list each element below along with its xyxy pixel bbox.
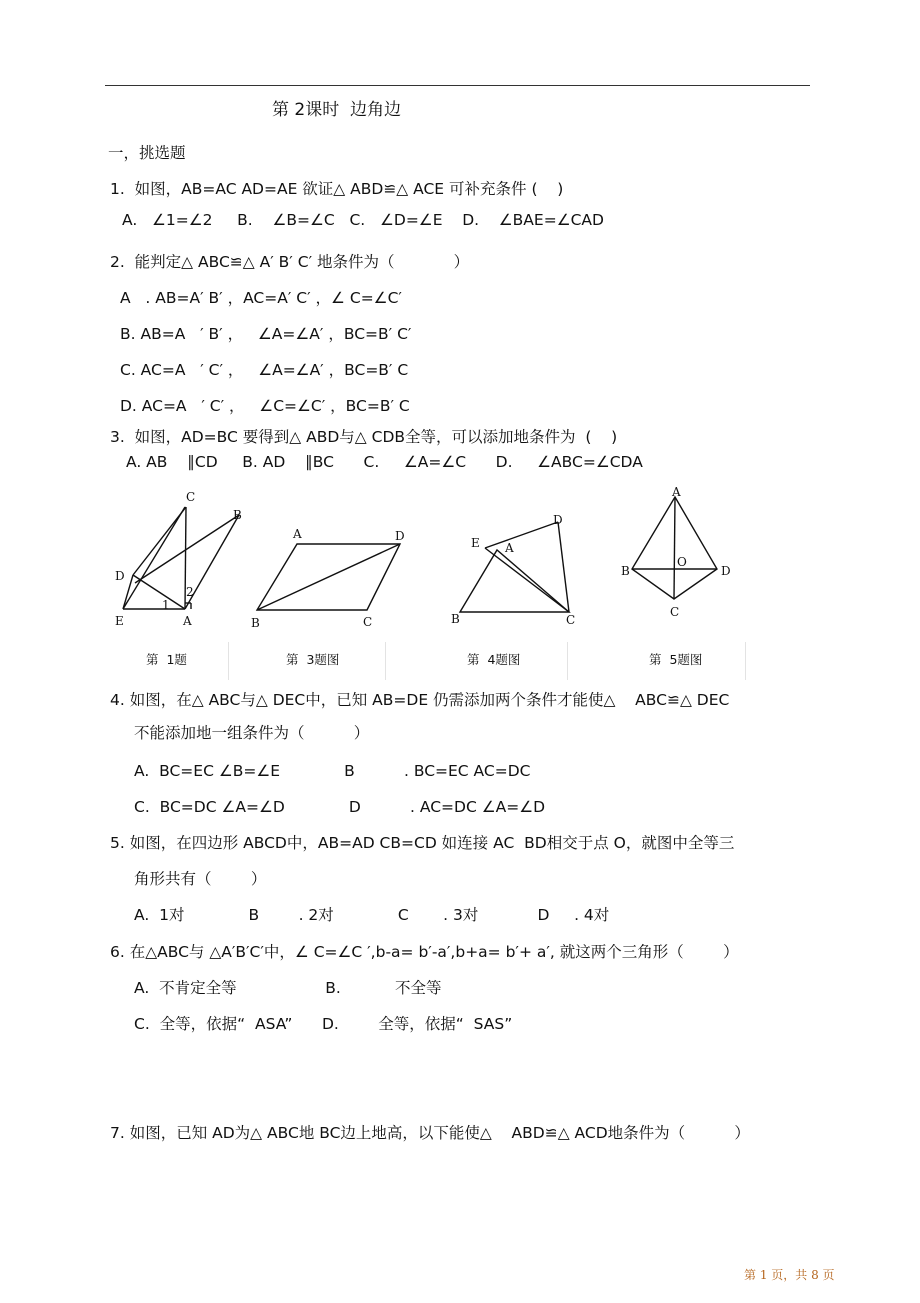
- fig5-caption: 第 5题图: [649, 652, 703, 667]
- fig5-label-b: B: [621, 564, 630, 578]
- fig3-label-a: A: [293, 527, 302, 541]
- page-title: 第 2课时 边角边: [272, 100, 402, 120]
- q6-options-cd: C. 全等，依据“ ASA” D. 全等，依据“ SAS”: [134, 1015, 513, 1033]
- figure-3: [245, 520, 415, 640]
- fig5-label-d: D: [721, 564, 731, 578]
- q4-options-cd: C. BC=DC ∠A=∠D D . AC=DC ∠A=∠D: [134, 798, 546, 816]
- fig3-label-d: D: [395, 529, 405, 543]
- q5-stem: 5. 如图，在四边形 ABCD中，AB=AD CB=CD 如连接 AC BD相交于点 O，就图中全等三: [110, 834, 735, 852]
- figure-4: [445, 510, 590, 635]
- header-rule: [105, 85, 810, 86]
- fig1-label-1: 1: [162, 598, 170, 612]
- fig5-label-c: C: [670, 605, 680, 619]
- figure-5: [615, 485, 745, 625]
- fig1-label-c: C: [186, 490, 196, 504]
- fig1-label-d: D: [115, 569, 125, 583]
- figure-1: [105, 485, 265, 645]
- caption-divider: [228, 642, 229, 680]
- q4-options-ab: A. BC=EC ∠B=∠E B . BC=EC AC=DC: [134, 762, 531, 780]
- caption-divider: [385, 642, 386, 680]
- fig4-label-b: B: [451, 612, 460, 626]
- fig1-label-b: B: [233, 508, 242, 522]
- q7-stem: 7. 如图，已知 AD为△ ABC地 BC边上地高，以下能使△ ABD≌△ ACD地条件为（ ）: [110, 1124, 750, 1142]
- q5-stem-continued: 角形共有（ ）: [134, 870, 267, 888]
- q3-stem: 3. 如图，AD=BC 要得到△ ABD与△ CDB全等，可以添加地条件为 ( ): [110, 428, 618, 446]
- q2-option-a: A . AB=A′ B′ ，AC=A′ C′ ，∠ C=∠C′: [120, 289, 402, 307]
- fig1-label-a: A: [183, 614, 192, 628]
- q2-option-c: C. AC=A ′ C′ ， ∠A=∠A′ ，BC=B′ C: [120, 361, 409, 379]
- page-footer: 第 1 页，共 8 页: [744, 1268, 835, 1282]
- caption-divider: [567, 642, 568, 680]
- fig5-label-a: A: [672, 485, 681, 499]
- q6-stem: 6. 在△ABC与 △A′B′C′中，∠ C=∠C ′,b-a= b′-a′,b+a= b′+ a′, 就这两个三角形（ ）: [110, 943, 739, 961]
- q2-stem: 2. 能判定△ ABC≌△ A′ B′ C′ 地条件为（ ）: [110, 253, 470, 271]
- fig1-label-e: E: [115, 614, 124, 628]
- fig3-caption: 第 3题图: [286, 652, 340, 667]
- caption-divider: [745, 642, 746, 680]
- q5-options: A. 1对 B . 2对 C . 3对 D . 4对: [134, 906, 610, 924]
- fig4-label-e: E: [471, 536, 480, 550]
- fig3-label-c: C: [363, 615, 373, 629]
- fig4-caption: 第 4题图: [467, 652, 521, 667]
- q4-stem: 4. 如图，在△ ABC与△ DEC中，已知 AB=DE 仍需添加两个条件才能使△ ABC≌△ DEC: [110, 691, 730, 709]
- q3-options: A. AB ∥CD B. AD ∥BC C. ∠A=∠C D. ∠ABC=∠CDA: [126, 453, 643, 471]
- fig1-label-2: 2: [186, 585, 194, 599]
- fig4-label-a: A: [505, 541, 514, 555]
- q1-stem: 1. 如图，AB=AC AD=AE 欲证△ ABD≌△ ACE 可补充条件 ( ): [110, 180, 564, 198]
- q6-options-ab: A. 不肯定全等 B. 不全等: [134, 979, 442, 997]
- q2-option-b: B. AB=A ′ B′ ， ∠A=∠A′ ，BC=B′ C′: [120, 325, 412, 343]
- fig5-label-o: O: [677, 555, 687, 569]
- fig4-label-d: D: [553, 513, 563, 527]
- section-heading: 一，挑选题: [108, 144, 186, 162]
- fig4-label-c: C: [566, 613, 576, 627]
- q4-stem-continued: 不能添加地一组条件为（ ）: [134, 724, 370, 742]
- fig1-caption: 第 1题: [146, 652, 187, 667]
- fig3-label-b: B: [251, 616, 260, 630]
- q1-options: A. ∠1=∠2 B. ∠B=∠C C. ∠D=∠E D. ∠BAE=∠CAD: [122, 211, 604, 229]
- q2-option-d: D. AC=A ′ C′ ， ∠C=∠C′ ，BC=B′ C: [120, 397, 410, 415]
